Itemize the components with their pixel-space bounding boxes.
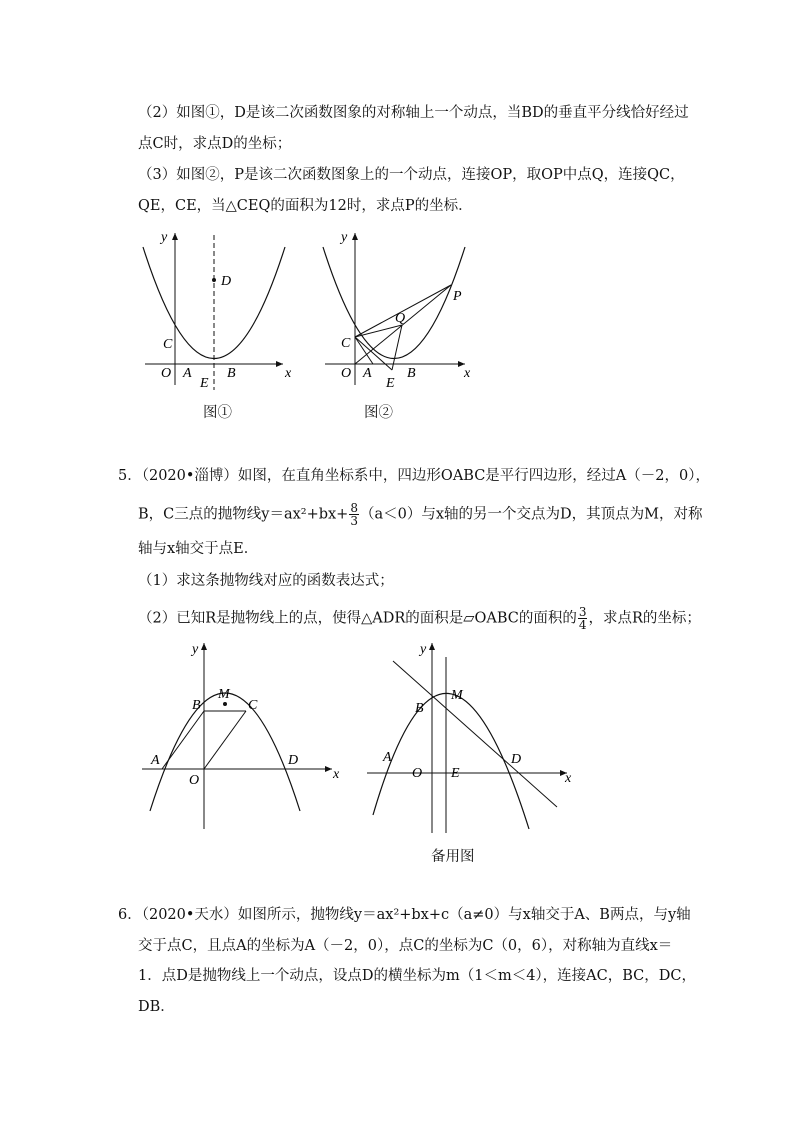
q5fig-point-m	[223, 702, 227, 706]
q5fig-label-c: C	[248, 698, 258, 713]
fig2-label-q: Q	[395, 311, 406, 326]
fig2-label-x: x	[464, 366, 471, 381]
fig2-label-e: E	[386, 376, 395, 391]
q5fig-label-m: M	[218, 687, 230, 702]
q4-part2-line2: 点C时，求点D的坐标；	[138, 136, 292, 152]
q5fig-label-y: y	[192, 642, 199, 657]
fig2-label-a: A	[363, 366, 372, 381]
q5-line2-post: （a＜0）与x轴的另一个交点为D，其顶点为M，对称	[359, 506, 703, 523]
q5-part2-post: ，求点R的坐标；	[588, 610, 701, 627]
q5-backup-figure	[365, 637, 580, 841]
backup-label-a: A	[383, 750, 392, 765]
backup-label-m: M	[451, 688, 463, 703]
q5-line2	[138, 502, 703, 527]
q5-fraction-3-4: $\frac{3}{4}$	[578, 605, 587, 632]
q5fig-segment-oc	[204, 711, 246, 769]
backup-label-b: B	[415, 701, 424, 716]
q5fig-label-a: A	[151, 753, 160, 768]
q4-part3-line1: （3）如图②，P是该二次函数图象上的一个动点，连接OP，取OP中点Q，连接QC，	[138, 167, 685, 183]
backup-label-o: O	[412, 766, 423, 781]
q4-part3-line2: QE，CE，当△CEQ的面积为12时，求点P的坐标．	[138, 198, 473, 214]
q5fig-label-b: B	[192, 698, 201, 713]
q5fig-label-o: O	[189, 773, 200, 788]
fig1-label-d: D	[221, 274, 232, 289]
q5fig-label-d: D	[288, 753, 299, 768]
backup-line-through-m-d	[393, 661, 557, 807]
backup-label-y: y	[420, 642, 427, 657]
backup-label-e: E	[451, 766, 460, 781]
fig1-label-y: y	[161, 230, 168, 245]
fig1-label-b: B	[227, 366, 236, 381]
q4-part2-line1: （2）如图①，D是该二次函数图象的对称轴上一个动点，当BD的垂直平分线恰好经过	[138, 105, 689, 121]
backup-caption: 备用图	[431, 849, 475, 865]
q5-part2-pre: （2）已知R是抛物线上的点，使得△ADR的面积是▱OABC的面积的	[138, 610, 577, 627]
fig1-label-o: O	[161, 366, 172, 381]
q6-line4: DB．	[138, 999, 175, 1015]
fig2-label-c: C	[341, 336, 351, 351]
backup-label-x: x	[565, 771, 572, 786]
q6-line2: 交于点C，且点A的坐标为A（－2，0），点C的坐标为C（0，6），对称轴为直线x＝	[138, 938, 673, 954]
fig1-label-c: C	[163, 337, 173, 352]
figure-2	[315, 225, 480, 399]
fig1-label-x: x	[285, 366, 292, 381]
q5fig-label-x: x	[333, 767, 340, 782]
q5fig-segment-ab	[162, 711, 204, 769]
fig2-segment-ce	[355, 337, 392, 370]
backup-label-d: D	[511, 752, 522, 767]
fig1-label-a: A	[183, 366, 192, 381]
fig1-point-d	[212, 278, 216, 282]
fig2-label-o: O	[341, 366, 352, 381]
figure-1	[135, 225, 305, 399]
q5-line3: 轴与x轴交于点E．	[138, 541, 259, 557]
q5-part2	[138, 606, 701, 631]
q5-part1: （1）求这条抛物线对应的函数表达式；	[138, 573, 394, 589]
q5-line2-pre: B，C三点的抛物线y＝ax²+bx+	[138, 506, 349, 523]
fig2-caption: 图②	[364, 405, 393, 421]
fig2-label-p: P	[453, 289, 462, 304]
q5-figure	[140, 637, 350, 841]
q5-line1: 5．（2020•淄博）如图，在直角坐标系中，四边形OABC是平行四边形，经过A（－2，0），	[118, 468, 710, 484]
q6-line3: 1．点D是抛物线上一个动点，设点D的横坐标为m（1＜m＜4），连接AC，BC，DC，	[138, 968, 696, 984]
fig1-label-e: E	[200, 376, 209, 391]
q5-fraction-8-3: $\frac{8}{3}$	[350, 501, 358, 528]
fig1-caption: 图①	[203, 405, 232, 421]
fig2-label-y: y	[341, 230, 348, 245]
fig2-label-b: B	[407, 366, 416, 381]
q6-line1: 6．（2020•天水）如图所示，抛物线y＝ax²+bx+c（a≠0）与x轴交于A、B两点，与y轴	[118, 907, 691, 923]
